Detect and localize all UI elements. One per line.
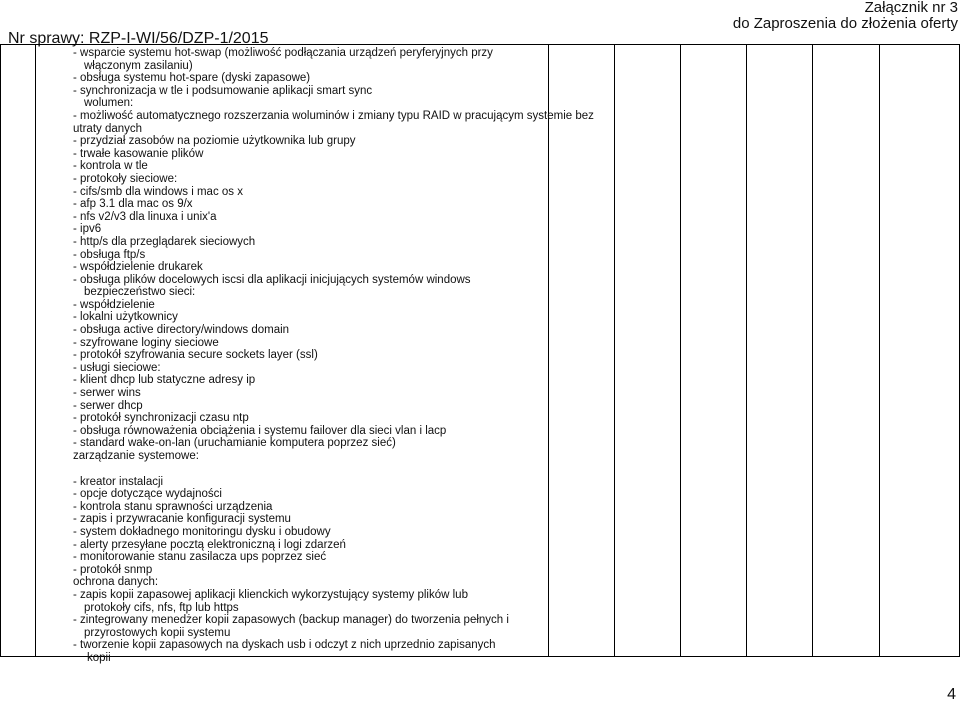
- attachment-subtitle: do Zaproszenia do złożenia oferty: [732, 15, 958, 32]
- list-item: - zapis kopii zapasowej aplikacji klienckich wykorzystujący systemy plików lub: [73, 588, 468, 601]
- list-item: - ipv6: [73, 223, 102, 236]
- list-item: - kreator instalacji: [73, 475, 164, 488]
- list-item: - protokół snmp: [73, 563, 153, 576]
- list-item: - http/s dla przeglądarek sieciowych: [73, 235, 256, 248]
- empty-cell: [615, 45, 681, 657]
- list-item: kopii: [87, 651, 111, 664]
- list-item: utraty danych: [73, 122, 143, 135]
- list-item: - protokół synchronizacji czasu ntp: [73, 412, 249, 425]
- list-item: - współdzielenie drukarek: [73, 261, 203, 274]
- list-item: protokoły cifs, nfs, ftp lub https: [84, 601, 239, 614]
- list-item: - protokoły sieciowe:: [73, 172, 178, 185]
- list-item: - standard wake-on-lan (uruchamianie komputera poprzez sieć): [73, 437, 396, 450]
- list-item: - zapis i przywracanie konfiguracji systemu: [73, 513, 291, 526]
- list-item: - kontrola stanu sprawności urządzenia: [73, 500, 273, 513]
- empty-cell: [747, 45, 813, 657]
- list-item: - przydział zasobów na poziomie użytkownika lub grupy: [73, 135, 356, 148]
- list-item: zarządzanie systemowe:: [73, 450, 199, 462]
- list-item: - protokół szyfrowania secure sockets layer (ssl): [73, 349, 318, 362]
- list-item: - trwałe kasowanie plików: [73, 147, 204, 160]
- table-row: [1, 45, 960, 657]
- list-item: - wsparcie systemu hot-swap (możliwość podłączania urządzeń peryferyjnych przy: [73, 47, 493, 59]
- list-item: - możliwość automatycznego rozszerzania woluminów i zmiany typu RAID w pracującym systemie bez: [73, 109, 594, 122]
- attachment-number: Załącznik nr 3: [864, 0, 958, 16]
- list-item: - synchronizacja w tle i podsumowanie aplikacji smart sync: [73, 84, 373, 97]
- list-item: bezpieczeństwo sieci:: [84, 286, 196, 299]
- specification-table: [0, 44, 960, 664]
- list-item: przyrostowych kopii systemu: [84, 626, 231, 639]
- list-item: - lokalni użytkownicy: [73, 311, 178, 324]
- requirements-list: [73, 47, 594, 665]
- case-number: Nr sprawy: RZP-I-WI/56/DZP-1/2015: [8, 30, 269, 47]
- list-item: ochrona danych:: [73, 576, 159, 589]
- page-number: 4: [947, 686, 956, 703]
- list-item: - współdzielenie: [73, 298, 155, 311]
- lp-cell: [1, 45, 36, 657]
- list-item: - obsługa plików docelowych iscsi dla aplikacji inicjujących systemów windows: [73, 273, 471, 286]
- list-item: - obsługa active directory/windows domain: [73, 324, 290, 337]
- list-item: - zintegrowany menedżer kopii zapasowych (backup manager) do tworzenia pełnych i: [73, 614, 509, 627]
- list-item: - obsługa ftp/s: [73, 248, 146, 261]
- list-item: - szyfrowane loginy sieciowe: [73, 336, 219, 349]
- list-item: - tworzenie kopii zapasowych na dyskach usb i odczyt z nich uprzednio zapisanych: [73, 639, 496, 652]
- blank-line: [73, 463, 594, 476]
- list-item: włączonym zasilaniu): [84, 59, 193, 72]
- list-item: - monitorowanie stanu zasilacza ups poprzez sieć: [73, 551, 327, 564]
- list-item: - nfs v2/v3 dla linuxa i unix'a: [73, 210, 217, 223]
- list-item: - opcje dotyczące wydajności: [73, 488, 222, 501]
- list-item: - obsługa systemu hot-spare (dyski zapasowe): [73, 72, 311, 85]
- list-item: - obsługa równoważenia obciążenia i systemu failover dla sieci vlan i lacp: [73, 424, 447, 437]
- list-item: - afp 3.1 dla mac os 9/x: [73, 198, 193, 211]
- empty-cell: [681, 45, 747, 657]
- list-item: - system dokładnego monitoringu dysku i obudowy: [73, 525, 331, 538]
- list-item: - cifs/smb dla windows i mac os x: [73, 185, 243, 198]
- list-item: - usługi sieciowe:: [73, 361, 161, 374]
- list-item: - klient dhcp lub statyczne adresy ip: [73, 374, 256, 387]
- list-item: - serwer dhcp: [73, 399, 143, 412]
- list-item: wolumen:: [84, 97, 134, 110]
- list-item: - serwer wins: [73, 387, 141, 400]
- list-item: - alerty przesyłane pocztą elektroniczną i logi zdarzeń: [73, 538, 346, 551]
- empty-cell: [813, 45, 880, 657]
- description-cell: [36, 45, 594, 664]
- list-item: - kontrola w tle: [73, 160, 148, 173]
- attachment-header: [733, 0, 958, 32]
- empty-cell: [880, 45, 960, 657]
